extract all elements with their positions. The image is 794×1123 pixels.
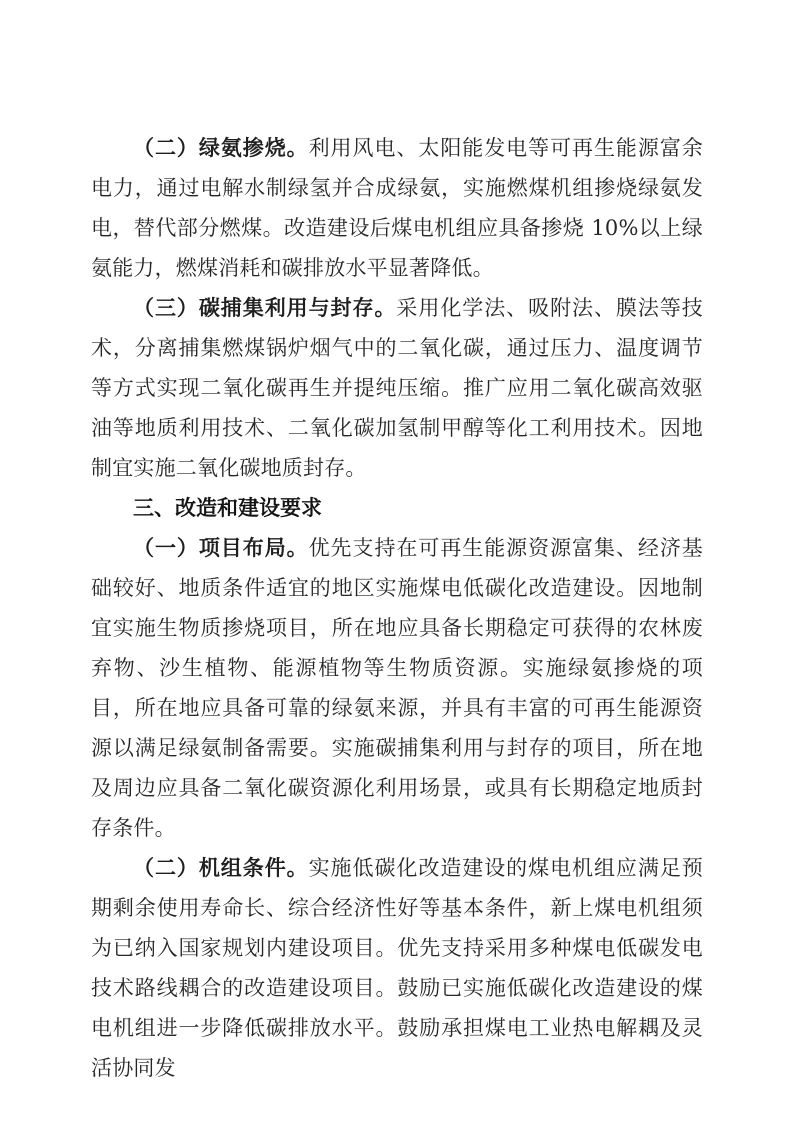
paragraph-lead-green-ammonia: （二）绿氨掺烧。: [133, 135, 309, 160]
paragraph-project-layout: [91, 528, 703, 848]
section-heading-retrofit-requirements: 三、改造和建设要求: [133, 496, 322, 520]
paragraph-body-unit-conditions: 实施低碳化改造建设的煤电机组应满足预期剩余使用寿命长、综合经济性好等基本条件，新上煤电机组须为已纳入国家规划内建设项目。优先支持采用多种煤电低碳发电技术路线耦合的改造建设项目。鼓励已实施低碳化改造建设的煤电机组进一步降低碳排放水平。鼓励承担煤电工业热电解耦及灵活协同发: [91, 856, 703, 1080]
paragraph-lead-project-layout: （一）项目布局。: [133, 535, 309, 560]
paragraph-unit-conditions: [91, 848, 703, 1088]
paragraph-carbon-capture: [91, 288, 703, 488]
paragraph-green-ammonia-cofiring: [91, 128, 703, 288]
paragraph-lead-carbon-capture: （三）碳捕集利用与封存。: [133, 295, 397, 320]
document-text-block: [91, 128, 703, 1088]
paragraph-body-carbon-capture: 采用化学法、吸附法、膜法等技术，分离捕集燃煤锅炉烟气中的二氧化碳，通过压力、温度调节等方式实现二氧化碳再生并提纯压缩。推广应用二氧化碳高效驱油等地质利用技术、二氧化碳加氢制甲醇等化工利用技术。因地制宜实施二氧化碳地质封存。: [91, 296, 703, 480]
paragraph-body-project-layout: 优先支持在可再生能源资源富集、经济基础较好、地质条件适宜的地区实施煤电低碳化改造建设。因地制宜实施生物质掺烧项目，所在地应具备长期稳定可获得的农林废弃物、沙生植物、能源植物等生物质资源。实施绿氨掺烧的项目，所在地应具备可靠的绿氨来源，并具有丰富的可再生能源资源以满足绿氨制备需要。实施碳捕集利用与封存的项目，所在地及周边应具备二氧化碳资源化利用场景，或具有长期稳定地质封存条件。: [91, 536, 703, 840]
paragraph-body-green-ammonia: 利用风电、太阳能发电等可再生能源富余电力，通过电解水制绿氢并合成绿氨，实施燃煤机组掺烧绿氨发电，替代部分燃煤。改造建设后煤电机组应具备掺烧 10%以上绿氨能力，燃煤消耗和碳排放水平显著降低。: [91, 136, 703, 280]
paragraph-lead-unit-conditions: （二）机组条件。: [133, 855, 309, 880]
